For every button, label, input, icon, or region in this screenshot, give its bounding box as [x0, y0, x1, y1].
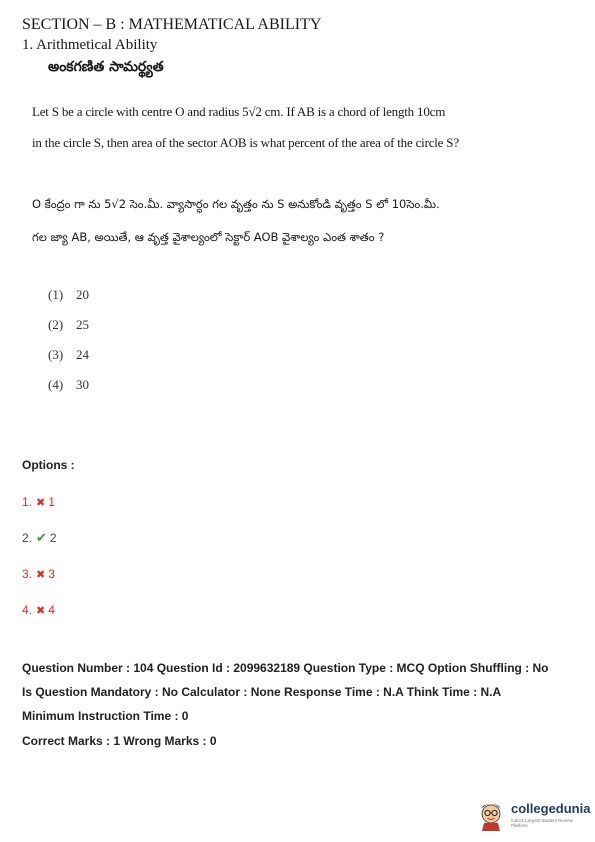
choice-number: (2)	[48, 317, 64, 332]
mascot-icon	[475, 797, 507, 831]
brand-tagline: India's Largest Student Review Platform	[511, 818, 573, 828]
option-value: 3	[48, 567, 55, 581]
choice-number: (4)	[48, 377, 64, 392]
choice-number: (1)	[48, 287, 64, 302]
question-english-line-2: in the circle S, then area of the sector AOB is what percent of the area of the circle S?	[32, 135, 459, 150]
collegedunia-logo	[473, 797, 591, 831]
choice-value: 24	[76, 347, 89, 362]
option-2	[22, 530, 57, 546]
cross-icon: ✖	[36, 605, 46, 617]
cross-icon: ✖	[36, 569, 46, 581]
subsection-title: 1. Arithmetical Ability	[22, 37, 158, 53]
choice-2	[48, 317, 89, 333]
check-icon: ✔	[36, 530, 47, 545]
choice-value: 30	[76, 377, 89, 392]
options-label: Options :	[22, 458, 75, 472]
option-value: 1	[48, 495, 55, 509]
section-title: SECTION – B : MATHEMATICAL ABILITY	[22, 16, 322, 33]
choice-number: (3)	[48, 347, 64, 362]
telugu-heading: అంకగణిత సామర్థ్యత	[48, 59, 164, 75]
choice-1	[48, 287, 89, 303]
question-telugu-line-2: గల జ్యా AB, అయితే, ఆ వృత్త వైశాల్యంలో సెక్టార్ AOB వైశాల్యం ఎంత శాతం ?	[32, 230, 385, 244]
option-number: 4.	[22, 603, 33, 617]
question-english-line-1: Let S be a circle with centre O and radius 5√2 cm. If AB is a chord of length 10cm	[32, 104, 446, 119]
choice-value: 25	[76, 317, 89, 332]
choice-4	[48, 377, 89, 393]
option-value: 4	[48, 603, 55, 617]
choice-3	[48, 347, 89, 363]
cross-icon: ✖	[36, 497, 46, 509]
option-3	[22, 567, 55, 581]
option-number: 1.	[22, 495, 33, 509]
option-number: 3.	[22, 567, 33, 581]
option-value: 2	[49, 531, 57, 545]
question-telugu-line-1: O కేంద్రం గా ను 5√2 సెం.మీ. వ్యాసార్ధం గల వృత్తం ను S అనుకోండి వృత్తం S లో 10సెం.మీ.	[32, 197, 440, 211]
question-meta-line-2: Is Question Mandatory : No Calculator : None Response Time : N.A Think Time : N.A	[22, 685, 502, 699]
option-number: 2.	[22, 531, 33, 545]
choice-value: 20	[76, 287, 89, 302]
brand-name: collegedunia	[511, 801, 591, 816]
option-1	[22, 495, 55, 509]
option-4	[22, 603, 55, 617]
question-meta-line-4: Correct Marks : 1 Wrong Marks : 0	[22, 734, 217, 748]
question-meta-line-1: Question Number : 104 Question Id : 2099632189 Question Type : MCQ Option Shuffling : No	[22, 661, 549, 675]
question-meta-line-3: Minimum Instruction Time : 0	[22, 709, 189, 723]
